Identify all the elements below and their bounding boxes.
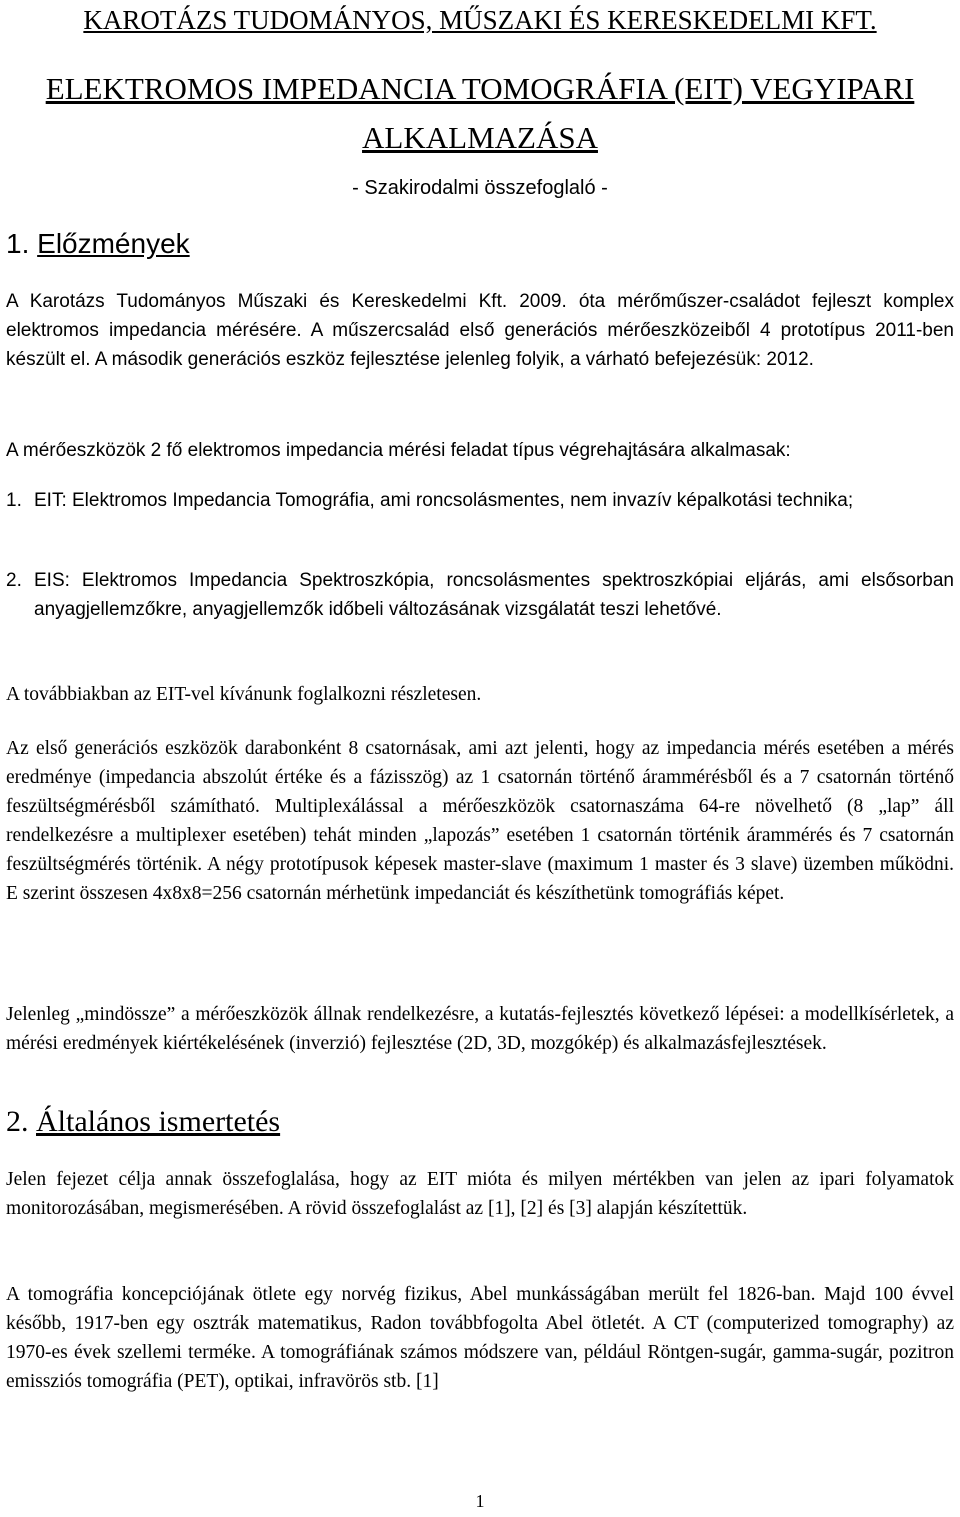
list-item-number: 1. <box>6 490 22 511</box>
section1-paragraph-1: A Karotázs Tudományos Műszaki és Kereskedelmi Kft. 2009. óta mérőműszer-családot fejleszt komplex elektromos impedancia mérésére. A műszercsalád első generációs mérőeszközeiből 4 prototípus 2011-ben készült el. A második generációs eszköz fejlesztése jelenleg folyik, a várható befejezésük: 2012. <box>6 291 954 370</box>
company-name: KAROTÁZS TUDOMÁNYOS, MŰSZAKI ÉS KERESKEDELMI KFT. <box>83 5 877 35</box>
section1-paragraph-4: Az első generációs eszközök darabonként 8 csatornásak, ami azt jelenti, hogy az impedancia mérés esetében a mérés eredménye (impedancia abszolút értéke és a fázisszög) az 1 csatornán történő árammérésből és a 7 csatornán történő feszültségmérésből számítható. Multiplexálással a mérőeszközök csatornaszáma 64-re növelhető (8 „lap” áll rendelkezésre a multiplexer esetében) tehát minden „lapozás” esetében 1 csatornán történik árammérés és 7 csatornán feszültségmérés történik. A négy prototípusok képesek master-slave (maximum 1 master és 3 slave) üzemben működni. E szerint összesen 4x8x8=256 csatornán mérhetünk impedanciát és készíthetünk tomográfiás képet. <box>6 738 954 904</box>
document-title <box>0 64 960 162</box>
list-item-text: EIS: Elektromos Impedancia Spektroszkópia, roncsolásmentes spektroszkópiai eljárás, ami elsősorban anyagjellemzőkre, anyagjellemzők időbeli változásának vizsgálatát teszi lehetővé. <box>34 570 954 620</box>
section2-paragraph-1: Jelen fejezet célja annak összefoglalása, hogy az EIT mióta és milyen mértékben van jelen az ipari folyamatok monitorozásában, megismerésében. A rövid összefoglalást az [1], [2] és [3] alapján készítettük. <box>6 1169 954 1219</box>
section1-number: 1. <box>6 228 30 259</box>
section1-title: Előzmények <box>37 228 190 259</box>
section2-title: Általános ismertetés <box>36 1105 281 1138</box>
document-title-line2: ALKALMAZÁSA <box>362 120 598 155</box>
section1-paragraph-3: A továbbiakban az EIT-vel kívánunk foglalkozni részletesen. <box>6 684 482 705</box>
section2-number: 2. <box>6 1105 29 1138</box>
document-title-line1: ELEKTROMOS IMPEDANCIA TOMOGRÁFIA (EIT) VEGYIPARI <box>45 71 915 106</box>
section2-heading <box>6 1102 280 1142</box>
section1-paragraph-5: Jelenleg „mindössze” a mérőeszközök állnak rendelkezésre, a kutatás-fejlesztés következő lépései: a modellkísérletek, a mérési eredmények kiértékelésének (inverzió) fejlesztése (2D, 3D, mozgókép) és alkalmazásfejlesztések. <box>6 1004 954 1054</box>
list-item-text: EIT: Elektromos Impedancia Tomográfia, ami roncsolásmentes, nem invazív képalkotási technika; <box>34 490 854 511</box>
section1-paragraph-2: A mérőeszközök 2 fő elektromos impedancia mérési feladat típus végrehajtására alkalmasak: <box>6 440 791 461</box>
document-subtitle: - Szakirodalmi összefoglaló - <box>352 177 608 199</box>
section2-paragraph-2: A tomográfia koncepciójának ötlete egy norvég fizikus, Abel munkásságában merült fel 1826-ban. Majd 100 évvel később, 1917-ben egy osztrák matematikus, Radon továbbfogolta Abel ötletét. A CT (computerized tomography) az 1970-es évek szellemi terméke. A tomográfiának számos módszere van, például Röntgen-sugár, gamma-sugár, pozitron emissziós tomográfia (PET), optikai, infravörös stb. [1] <box>6 1284 954 1392</box>
page-number: 1 <box>475 1491 485 1511</box>
list-item-number: 2. <box>6 570 22 591</box>
section1-heading <box>6 226 190 262</box>
